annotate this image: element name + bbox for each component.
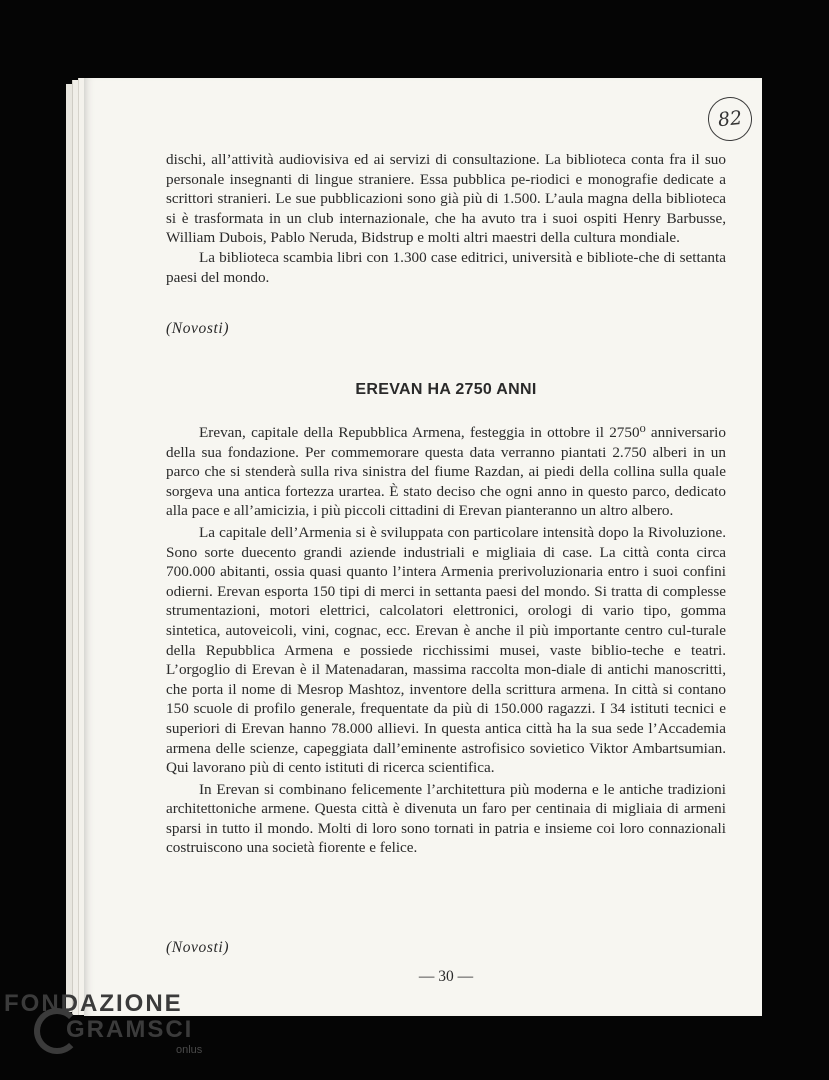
paragraph: Erevan, capitale della Repubblica Armena, festeggia in ottobre il 2750⁰ anniversario della sua fondazione. Per commemorare questa data verranno piantati 2.750 alberi in un parco che si stenderà sulla riva sinistra del fiume Razdan, ai piedi della collina sulla quale sorgeva una antica fortezza urartea. È stato deciso che ogni anno in questo parco, dedicato alla pace e all’amicizia, i più piccoli cittadini di Erevan pianteranno un altro albero. xyxy=(166,424,726,520)
watermark-line2: GRAMSCI xyxy=(66,1016,194,1043)
article-body xyxy=(166,423,726,858)
source-citation: (Novosti) xyxy=(166,320,230,337)
watermark-suffix: onlus xyxy=(176,1044,203,1056)
continuation-text xyxy=(166,150,726,287)
watermark-logo xyxy=(4,990,214,1080)
source-citation: (Novosti) xyxy=(166,939,230,956)
paragraph: La capitale dell’Armenia si è sviluppata con particolare intensità dopo la Rivoluzione. Sono sorte duecento grandi aziende industriali e migliaia di case. La città conta circa 700.000 abitanti, ossia quasi quanto l’intera Armenia prerivoluzionaria entro i suoi confini odierni. Erevan esporta 150 tipi di merci in settanta paesi del mondo. Si tratta di complesse strumentazioni, motori elettrici, calcolatori elettronici, orologi di vario tipo, gomma sintetica, autoveicoli, vini, cognac, ecc. Erevan è anche il più importante centro cul-turale della Repubblica Armena e possiede ricchissimi musei, vaste biblio-teche e teatri. L’orgoglio di Erevan è il Matenadaran, massima raccolta mon-diale di antichi manoscritti, che porta il nome di Mesrop Mashtoz, inventore della scrittura armena. In città si contano 150 scuole di profilo generale, frequentate da più di 150.000 ragazzi. I 34 istituti tecnici e superiori di Erevan hanno 78.000 allievi. In questa antica città ha la sua sede l’Accademia armena delle scienze, capeggiata dall’eminente astrofisico sovietico Viktor Ambartsumian. Qui lavorano più di cento istituti di ricerca scientifica. xyxy=(166,523,726,777)
paragraph: dischi, all’attività audiovisiva ed ai servizi di consultazione. La biblioteca conta fra il suo personale insegnanti di lingue straniere. Essa pubblica pe-riodici e monografie dedicate a scrittori stranieri. Le sue pubblicazioni sono già più di 1.500. L’aula magna della biblioteca si è trasformata in un club internazionale, che ha avuto tra i suoi ospiti Henry Barbusse, William Dubois, Pablo Neruda, Bidstrup e molti altri maestri della cultura mondiale. xyxy=(166,151,726,247)
page-folio: — 30 — xyxy=(418,968,474,985)
handwritten-page-number: 82 xyxy=(706,95,754,143)
paragraph: In Erevan si combinano felicemente l’architettura più moderna e le antiche tradizioni architettoniche armene. Questa città è divenuta un faro per centinaia di migliaia di armeni sparsi in tutto il mondo. Molti di loro sono tornati in patria e insieme coi loro connazionali costruiscono una società fiorente e felice. xyxy=(166,780,726,857)
paragraph: La biblioteca scambia libri con 1.300 case editrici, università e bibliote-che di settanta paesi del mondo. xyxy=(166,248,726,286)
article-title: EREVAN HA 2750 ANNI xyxy=(355,381,537,398)
watermark-line1: FONDAZIONE xyxy=(4,990,183,1017)
